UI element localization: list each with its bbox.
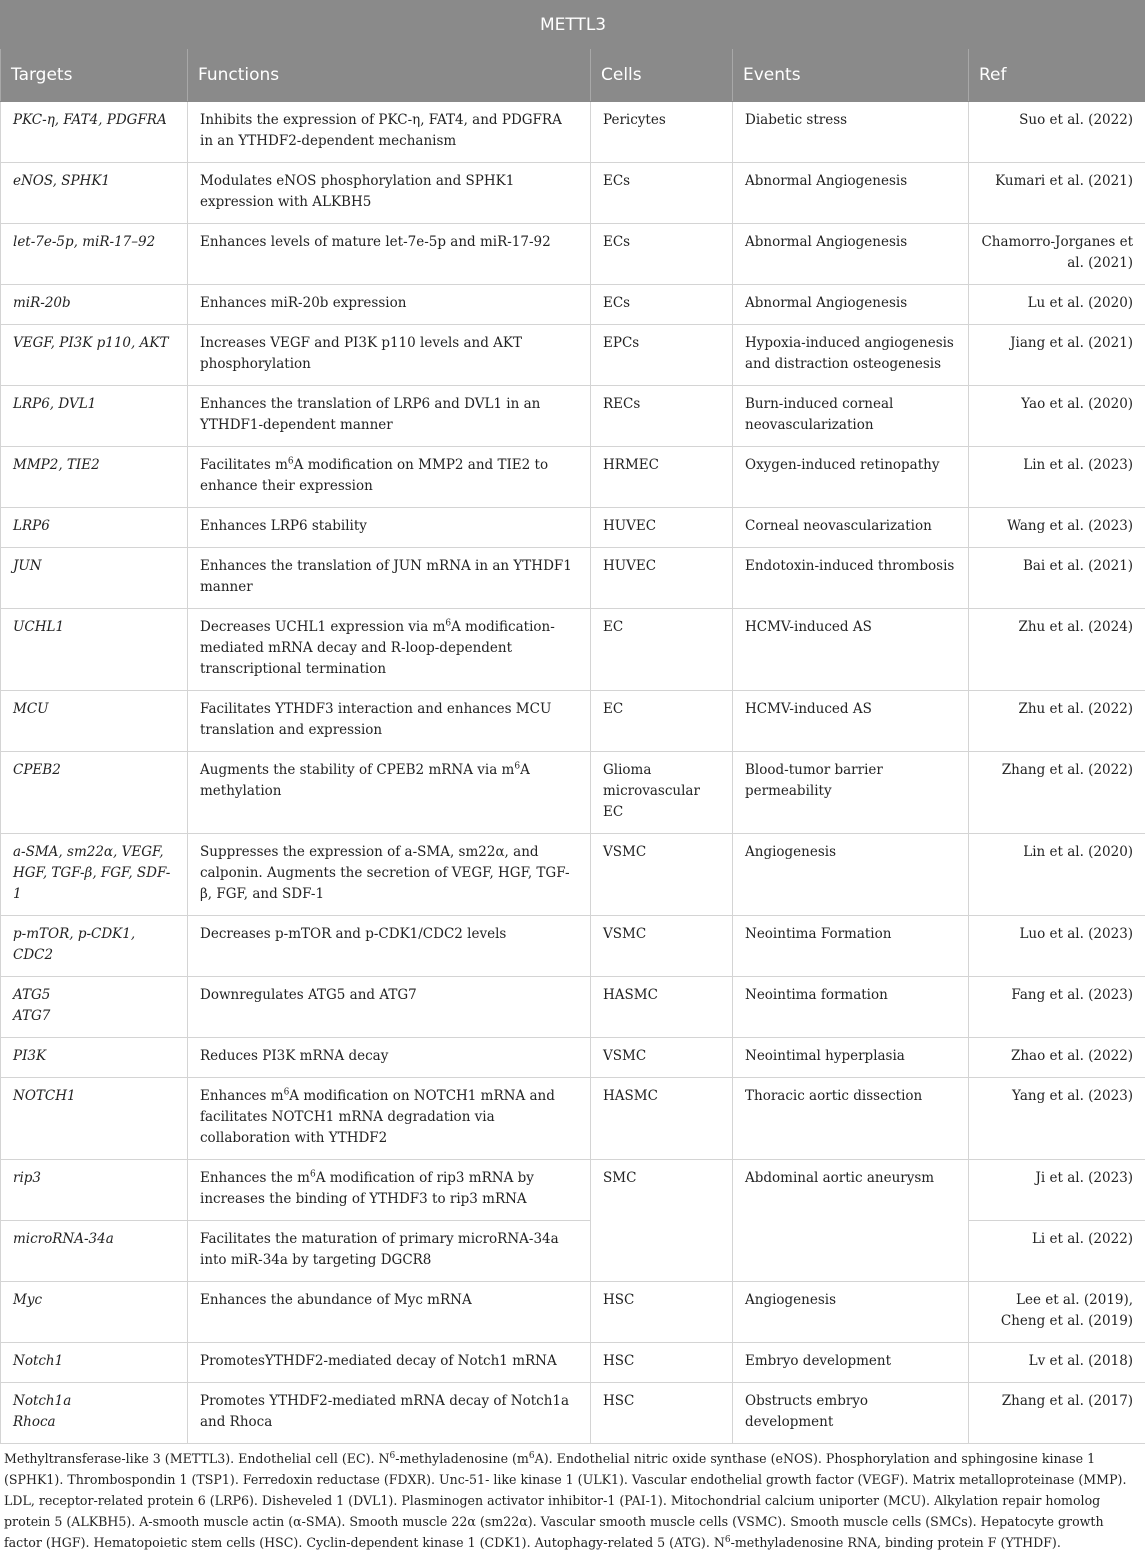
event-cell: Angiogenesis [733, 834, 969, 916]
event-cell: Obstructs embryo development [733, 1383, 969, 1444]
function-text: Enhances m [200, 1088, 284, 1104]
cell-type-cell: Glioma microvascular EC [591, 752, 733, 834]
function-text: A methylation [200, 762, 530, 799]
table-row [1, 163, 1145, 224]
function-cell: Facilitates the maturation of primary microRNA-34a into miR-34a by targeting DGCR8 [188, 1221, 591, 1282]
function-cell: Increases VEGF and PI3K p110 levels and AKT phosphorylation [188, 325, 591, 386]
target-cell: JUN [1, 548, 188, 609]
table-row [1, 752, 1145, 834]
target-cell: PKC-η, FAT4, PDGFRA [1, 102, 188, 163]
ref-cell: Zhao et al. (2022) [969, 1038, 1145, 1078]
target-cell: MCU [1, 691, 188, 752]
ref-cell: Fang et al. (2023) [969, 977, 1145, 1038]
table-row [1, 977, 1145, 1038]
function-cell [188, 447, 591, 508]
superscript: 6 [284, 1088, 290, 1098]
ref-cell: Bai et al. (2021) [969, 548, 1145, 609]
function-cell: Enhances the translation of LRP6 and DVL1 in an YTHDF1-dependent manner [188, 386, 591, 447]
column-header-events: Events [733, 49, 969, 102]
event-cell: Blood-tumor barrier permeability [733, 752, 969, 834]
ref-cell: Yang et al. (2023) [969, 1078, 1145, 1160]
cell-type-cell: HUVEC [591, 548, 733, 609]
ref-cell: Suo et al. (2022) [969, 102, 1145, 163]
function-text: A modification of rip3 mRNA by increases the binding of YTHDF3 to rip3 mRNA [200, 1170, 534, 1207]
function-cell [188, 752, 591, 834]
superscript: 6 [390, 1451, 396, 1461]
cell-type-cell: HASMC [591, 977, 733, 1038]
event-cell: Abnormal Angiogenesis [733, 224, 969, 285]
column-header-functions: Functions [188, 49, 591, 102]
table-row [1, 1160, 1145, 1221]
ref-line: Cheng et al. (2019) [981, 1311, 1133, 1332]
ref-cell: Li et al. (2022) [969, 1221, 1145, 1282]
event-cell: Embryo development [733, 1343, 969, 1383]
event-cell: Thoracic aortic dissection [733, 1078, 969, 1160]
event-cell: Corneal neovascularization [733, 508, 969, 548]
cell-type-cell: EC [591, 691, 733, 752]
event-cell: HCMV-induced AS [733, 691, 969, 752]
ref-line: Lee et al. (2019), [981, 1290, 1133, 1311]
event-cell: Neointimal hyperplasia [733, 1038, 969, 1078]
target-cell: rip3 [1, 1160, 188, 1221]
cell-type-cell: HSC [591, 1282, 733, 1343]
function-text: Augments the stability of CPEB2 mRNA via m [200, 762, 514, 778]
function-cell: Facilitates YTHDF3 interaction and enhances MCU translation and expression [188, 691, 591, 752]
function-cell: Downregulates ATG5 and ATG7 [188, 977, 591, 1038]
footnote-text: A). Endothelial nitric oxide synthase (eNOS). Phosphorylation and sphingosine kinase 1 (SPHK1). Thrombospondin 1 (TSP1). Ferredoxin reductase (FDXR). Unc-51- like kinase 1 (ULK1). Vascular endothelial growth factor (VEGF). Matrix metalloproteinase (MMP). LDL, receptor-related protein 6 (LRP6). Disheveled 1 (DVL1). Plasminogen activator inhibitor-1 (PAI-1). Mitochondrial calcium uniporter (MCU). Alkylation repair homolog protein 5 (ALKBH5). A-smooth muscle actin (α-SMA). Smooth muscle 22α (sm22α). Vascular smooth muscle cells (VSMC). Smooth muscle cells (SMCs). Hepatocyte growth factor (HGF). Hematopoietic stem cells (HSC). Cyclin-dependent kinase 1 (CDK1). Autophagy-related 5 (ATG). N [4, 1451, 1126, 1550]
function-cell: Reduces PI3K mRNA decay [188, 1038, 591, 1078]
function-text: A modification-mediated mRNA decay and R-loop-dependent transcriptional termination [200, 619, 555, 677]
target-cell: NOTCH1 [1, 1078, 188, 1160]
cell-type-cell: ECs [591, 224, 733, 285]
function-text: Facilitates m [200, 457, 288, 473]
cell-type-cell: EPCs [591, 325, 733, 386]
target-cell: eNOS, SPHK1 [1, 163, 188, 224]
table-row [1, 1038, 1145, 1078]
target-cell: Notch1 [1, 1343, 188, 1383]
header-row [1, 49, 1145, 102]
superscript: 6 [445, 619, 451, 629]
footnote-text: Methyltransferase-like 3 (METTL3). Endothelial cell (EC). N [4, 1451, 390, 1466]
table-footnote [0, 1444, 1145, 1553]
function-cell: Inhibits the expression of PKC-η, FAT4, and PDGFRA in an YTHDF2-dependent mechanism [188, 102, 591, 163]
superscript: 6 [288, 457, 294, 467]
function-cell: Enhances the abundance of Myc mRNA [188, 1282, 591, 1343]
table-row [1, 916, 1145, 977]
function-cell: Promotes YTHDF2-mediated mRNA decay of Notch1a and Rhoca [188, 1383, 591, 1444]
event-cell: Diabetic stress [733, 102, 969, 163]
ref-cell: Lin et al. (2023) [969, 447, 1145, 508]
table-title: METTL3 [1, 1, 1145, 49]
event-cell: Abdominal aortic aneurysm [733, 1160, 969, 1282]
cell-type-cell: EC [591, 609, 733, 691]
function-cell: Modulates eNOS phosphorylation and SPHK1 expression with ALKBH5 [188, 163, 591, 224]
function-cell [188, 1160, 591, 1221]
ref-cell: Zhu et al. (2024) [969, 609, 1145, 691]
table-row [1, 548, 1145, 609]
table-row [1, 285, 1145, 325]
ref-cell: Ji et al. (2023) [969, 1160, 1145, 1221]
table-row [1, 1221, 1145, 1282]
target-cell: UCHL1 [1, 609, 188, 691]
event-cell: Oxygen-induced retinopathy [733, 447, 969, 508]
target-cell: p-mTOR, p-CDK1, CDC2 [1, 916, 188, 977]
column-header-cells: Cells [591, 49, 733, 102]
target-line: Rhoca [13, 1412, 175, 1433]
column-header-targets: Targets [1, 49, 188, 102]
cell-type-cell: HRMEC [591, 447, 733, 508]
cell-type-cell: HUVEC [591, 508, 733, 548]
target-cell: a-SMA, sm22α, VEGF, HGF, TGF-β, FGF, SDF-1 [1, 834, 188, 916]
event-cell: HCMV-induced AS [733, 609, 969, 691]
cell-type-cell: Pericytes [591, 102, 733, 163]
ref-cell: Lin et al. (2020) [969, 834, 1145, 916]
ref-cell: Zhu et al. (2022) [969, 691, 1145, 752]
ref-cell: Luo et al. (2023) [969, 916, 1145, 977]
function-cell: Suppresses the expression of a-SMA, sm22α, and calponin. Augments the secretion of VEGF, HGF, TGF-β, FGF, and SDF-1 [188, 834, 591, 916]
ref-cell: Lu et al. (2020) [969, 285, 1145, 325]
function-text: Decreases UCHL1 expression via m [200, 619, 445, 635]
table-row [1, 691, 1145, 752]
event-cell: Abnormal Angiogenesis [733, 163, 969, 224]
table-row [1, 609, 1145, 691]
cell-type-cell: HASMC [591, 1078, 733, 1160]
footnote-text: -methyladenosine (m [395, 1451, 529, 1466]
cell-type-cell: ECs [591, 285, 733, 325]
function-text: A modification on NOTCH1 mRNA and facilitates NOTCH1 mRNA degradation via collaboration with YTHDF2 [200, 1088, 555, 1146]
cell-type-cell: HSC [591, 1343, 733, 1383]
target-cell: VEGF, PI3K p110, AKT [1, 325, 188, 386]
table-row [1, 386, 1145, 447]
target-cell: miR-20b [1, 285, 188, 325]
function-cell [188, 609, 591, 691]
superscript: 6 [310, 1170, 316, 1180]
table-row [1, 1078, 1145, 1160]
superscript: 6 [514, 762, 520, 772]
table-row [1, 102, 1145, 163]
table-row [1, 1343, 1145, 1383]
ref-cell: Zhang et al. (2017) [969, 1383, 1145, 1444]
ref-cell: Jiang et al. (2021) [969, 325, 1145, 386]
target-cell: CPEB2 [1, 752, 188, 834]
target-line: ATG5 [13, 985, 175, 1006]
cell-type-cell: ECs [591, 163, 733, 224]
ref-cell: Zhang et al. (2022) [969, 752, 1145, 834]
target-line: Notch1a [13, 1391, 175, 1412]
footnote-text: -methyladenosine RNA, binding protein F (YTHDF). [731, 1535, 1061, 1550]
target-cell: Myc [1, 1282, 188, 1343]
target-cell: LRP6, DVL1 [1, 386, 188, 447]
function-cell: PromotesYTHDF2-mediated decay of Notch1 mRNA [188, 1343, 591, 1383]
ref-cell: Lv et al. (2018) [969, 1343, 1145, 1383]
cell-type-cell: VSMC [591, 1038, 733, 1078]
function-cell: Enhances the translation of JUN mRNA in an YTHDF1 manner [188, 548, 591, 609]
event-cell: Endotoxin-induced thrombosis [733, 548, 969, 609]
function-cell: Enhances LRP6 stability [188, 508, 591, 548]
target-cell: let-7e-5p, miR-17–92 [1, 224, 188, 285]
event-cell: Neointima formation [733, 977, 969, 1038]
event-cell: Neointima Formation [733, 916, 969, 977]
target-cell: PI3K [1, 1038, 188, 1078]
target-cell: microRNA-34a [1, 1221, 188, 1282]
cell-type-cell: VSMC [591, 916, 733, 977]
function-text: A modification on MMP2 and TIE2 to enhance their expression [200, 457, 548, 494]
table-row [1, 1282, 1145, 1343]
function-cell: Decreases p-mTOR and p-CDK1/CDC2 levels [188, 916, 591, 977]
ref-cell: Kumari et al. (2021) [969, 163, 1145, 224]
ref-cell: Wang et al. (2023) [969, 508, 1145, 548]
table-row [1, 447, 1145, 508]
table-row [1, 325, 1145, 386]
superscript: 6 [725, 1535, 731, 1545]
ref-cell: Chamorro-Jorganes et al. (2021) [969, 224, 1145, 285]
superscript: 6 [529, 1451, 535, 1461]
ref-cell [969, 1282, 1145, 1343]
function-text: Enhances the m [200, 1170, 310, 1186]
target-cell [1, 977, 188, 1038]
cell-type-cell: RECs [591, 386, 733, 447]
table-row [1, 224, 1145, 285]
table-row [1, 834, 1145, 916]
event-cell: Angiogenesis [733, 1282, 969, 1343]
cell-type-cell: SMC [591, 1160, 733, 1282]
ref-cell: Yao et al. (2020) [969, 386, 1145, 447]
event-cell: Burn-induced corneal neovascularization [733, 386, 969, 447]
function-cell: Enhances miR-20b expression [188, 285, 591, 325]
function-cell: Enhances levels of mature let-7e-5p and miR-17-92 [188, 224, 591, 285]
cell-type-cell: HSC [591, 1383, 733, 1444]
table-row [1, 508, 1145, 548]
target-cell [1, 1383, 188, 1444]
target-cell: MMP2, TIE2 [1, 447, 188, 508]
function-cell [188, 1078, 591, 1160]
column-header-ref: Ref [969, 49, 1145, 102]
event-cell: Abnormal Angiogenesis [733, 285, 969, 325]
table-row [1, 1383, 1145, 1444]
cell-type-cell: VSMC [591, 834, 733, 916]
target-line: ATG7 [13, 1006, 175, 1027]
event-cell: Hypoxia-induced angiogenesis and distraction osteogenesis [733, 325, 969, 386]
target-cell: LRP6 [1, 508, 188, 548]
